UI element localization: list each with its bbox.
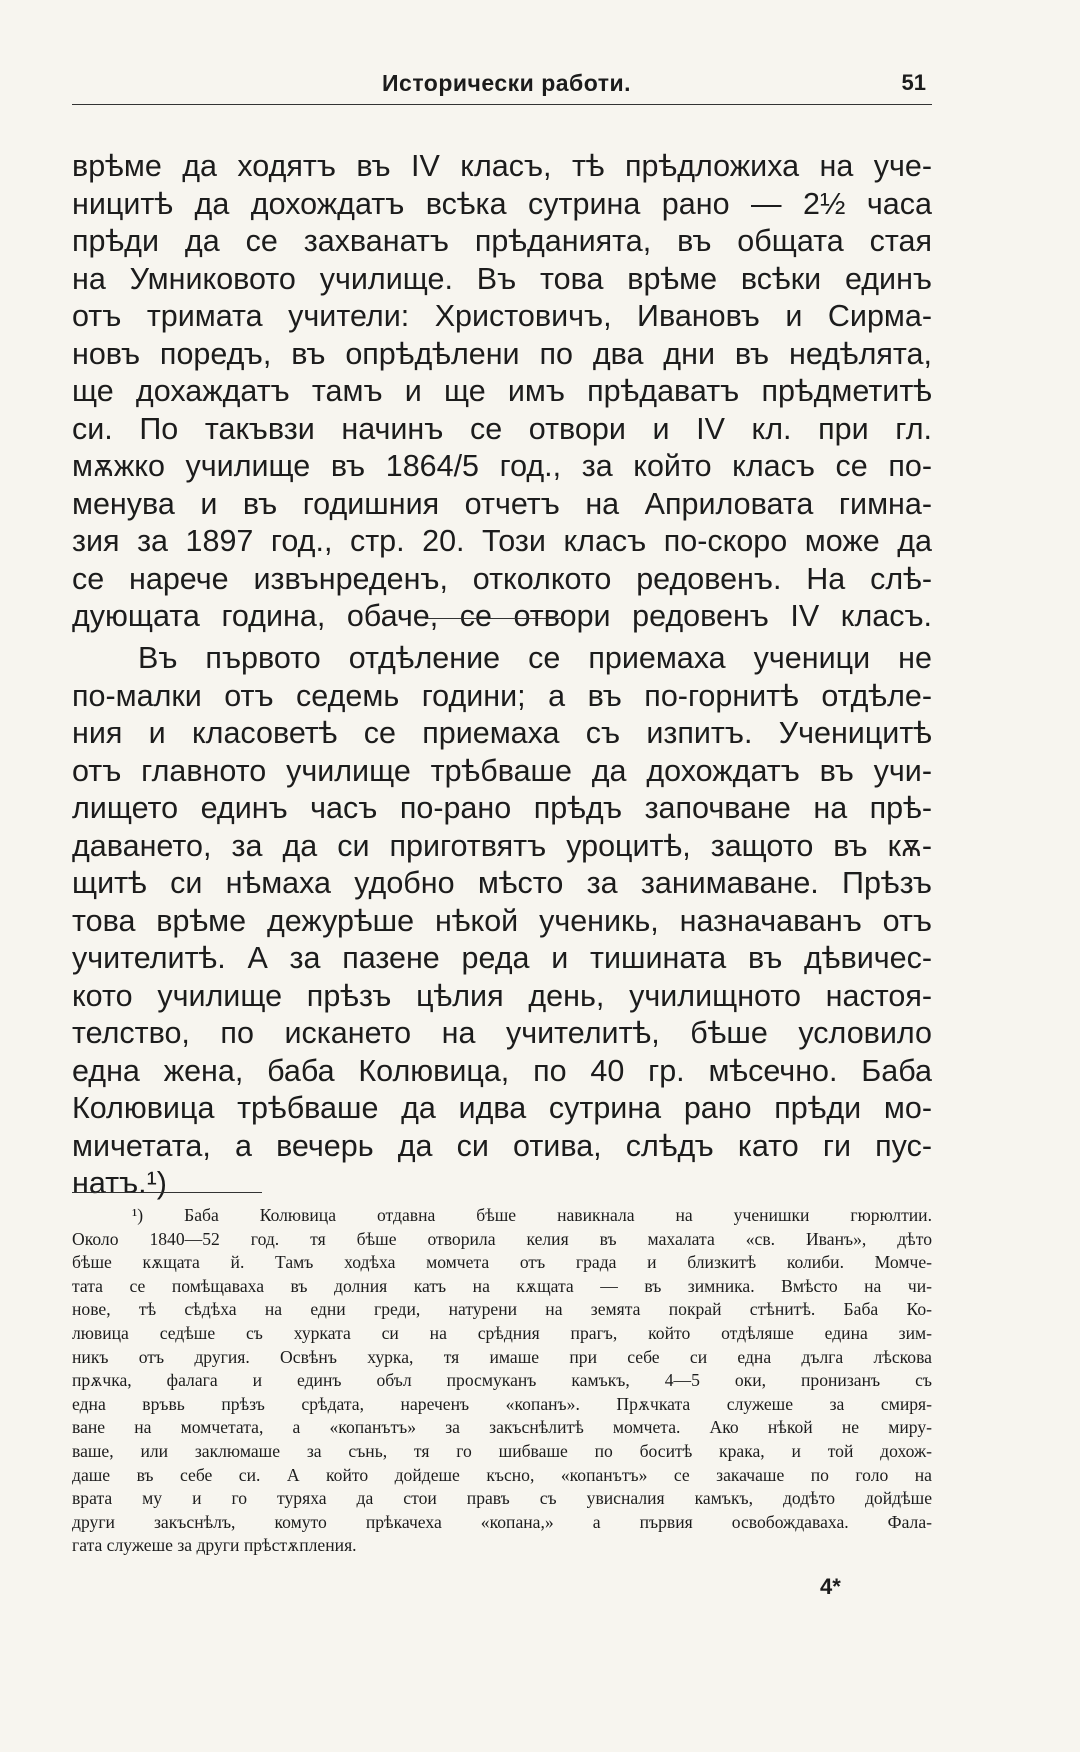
text-line: по-малки отъ седемь години; а въ по-горнитѣ отдѣле-	[72, 678, 932, 713]
text-line: отъ главното училище трѣбваше да дохождатъ въ учи-	[72, 753, 932, 788]
footnote	[72, 1204, 932, 1558]
text-line: новъ поредъ, въ опрѣдѣлени по два дни въ недѣлята,	[72, 336, 932, 371]
text-line: мичетата, а вечерь да си отива, слѣдъ като ги пус-	[72, 1128, 932, 1163]
paragraph-1	[72, 148, 932, 636]
text-line: зия за 1897 год., стр. 20. Този класъ по-скоро може да	[72, 524, 932, 558]
footnote-line: ¹) Баба Колювица отдавна бѣше навикнала на ученишки гюрюлтии.	[132, 1205, 932, 1225]
running-header	[72, 64, 932, 105]
text-line: на Умниковото училище. Въ това врѣме всѣки единъ	[72, 261, 932, 296]
text-line: учителитѣ. А за пазене реда и тишината въ дѣвичес-	[72, 941, 932, 975]
paragraph-2	[72, 640, 932, 1203]
text-line: това врѣме дежурѣше нѣкой ученикь, назначаванъ отъ	[72, 903, 932, 938]
footnote-line: лювица седѣше съ хурката си на срѣдния прагъ, който отдѣляше едина зим-	[72, 1322, 932, 1343]
text-line: Колювица трѣбваше да идва сутрина рано прѣди мо-	[72, 1091, 932, 1125]
footnote-line: никъ отъ другия. Освѣнъ хурка, тя имаше при себе си една дълга лѣскова	[72, 1346, 932, 1367]
text-line: кото училище прѣзъ цѣлия день, училищното настоя-	[72, 978, 932, 1013]
footnote-line: нове, тѣ сѣдѣха на едни греди, натурени на земята покрай стѣнитѣ. Баба Ко-	[72, 1299, 932, 1320]
footnote-line: врата му и го туряха да стои правъ съ увисналия камъкъ, додѣто дойдѣше	[72, 1488, 932, 1509]
text-line: ще дохаждатъ тамъ и ще имъ прѣдаватъ прѣдметитѣ	[72, 374, 932, 408]
text-line: ния и класоветѣ се приемаха съ изпитъ. Ученицитѣ	[72, 716, 932, 750]
page-number: 51	[901, 70, 926, 95]
text-line: се нарече извънреденъ, отколкото редовенъ. На слѣ-	[72, 561, 932, 596]
footnote-line: Около 1840—52 год. тя бѣше отворила келия въ махалата «св. Иванъ», дѣто	[72, 1228, 932, 1249]
footnote-line: гата служеше за други прѣстѫпления.	[72, 1535, 357, 1556]
footnote-rule	[72, 1192, 262, 1193]
footnote-line: тата се помѣщаваха въ долния катъ на кѫщата — въ зимника. Вмѣсто на чи-	[72, 1275, 932, 1296]
text-line: менува и въ годишния отчетъ на Априловата гимна-	[72, 486, 932, 521]
text-line: прѣди да се захванатъ прѣданията, въ общата стая	[72, 224, 932, 258]
footnote-line: бѣше кѫщата й. Тамъ ходѣха момчета отъ града и близкитѣ колиби. Момче-	[72, 1252, 932, 1273]
footnote-line: други закъснѣлъ, комуто прѣкачеха «копана,» а първия освобождаваха. Фала-	[72, 1511, 932, 1532]
text-line: лището единъ часъ по-рано прѣдъ започване на прѣ-	[72, 791, 932, 825]
footnote-line: ваше, или заклюмаше за сънь, тя го шибваше по боситѣ крака, и той дохож-	[72, 1440, 932, 1461]
footnote-line: една връвь прѣзъ срѣдата, нареченъ «копанъ». Прѫчката служеше за смиря-	[72, 1393, 932, 1414]
text-line: отъ тримата учители: Христовичъ, Ивановъ и Сирма-	[72, 299, 932, 333]
text-line: Въ първото отдѣление се приемаха ученици не	[138, 641, 932, 675]
text-line: врѣме да ходятъ въ IV класъ, тѣ прѣдложиха на уче-	[72, 149, 932, 183]
footnote-line: ване на момчетата, а «копанътъ» за закъснѣлитѣ момчета. Ако нѣкой не миру-	[72, 1417, 932, 1438]
text-line: една жена, баба Колювица, по 40 гр. мѣсечно. Баба	[72, 1053, 932, 1088]
text-line: мѫжко училище въ 1864/5 год., за който класъ се по-	[72, 449, 932, 483]
signature-mark: 4*	[820, 1574, 841, 1599]
footnote-line: прѫчка, фалага и единъ объл просмуканъ камъкъ, 4—5 оки, пронизанъ съ	[72, 1370, 932, 1391]
footnote-line: даше въ себе си. А който дойдеше късно, «копанътъ» се закачаше по голо на	[72, 1464, 932, 1485]
text-line: дующата година, обаче, се отвори редовенъ IV класъ.	[72, 599, 932, 633]
text-line: натъ.¹)	[72, 1166, 167, 1200]
running-title: Исторически работи.	[382, 70, 632, 96]
section-separator	[425, 618, 563, 619]
text-line: даването, за да си приготвятъ уроцитѣ, защото въ кѫ-	[72, 828, 932, 863]
text-line: ницитѣ да дохождатъ всѣка сутрина рано — 2½ часа	[72, 186, 932, 221]
text-line: си. По такъвзи начинъ се отвори и IV кл. при гл.	[72, 411, 932, 446]
text-line: щитѣ си нѣмаха удобно мѣсто за занимаване. Прѣзъ	[72, 866, 932, 900]
text-line: телство, по искането на учителитѣ, бѣше условило	[72, 1016, 932, 1050]
